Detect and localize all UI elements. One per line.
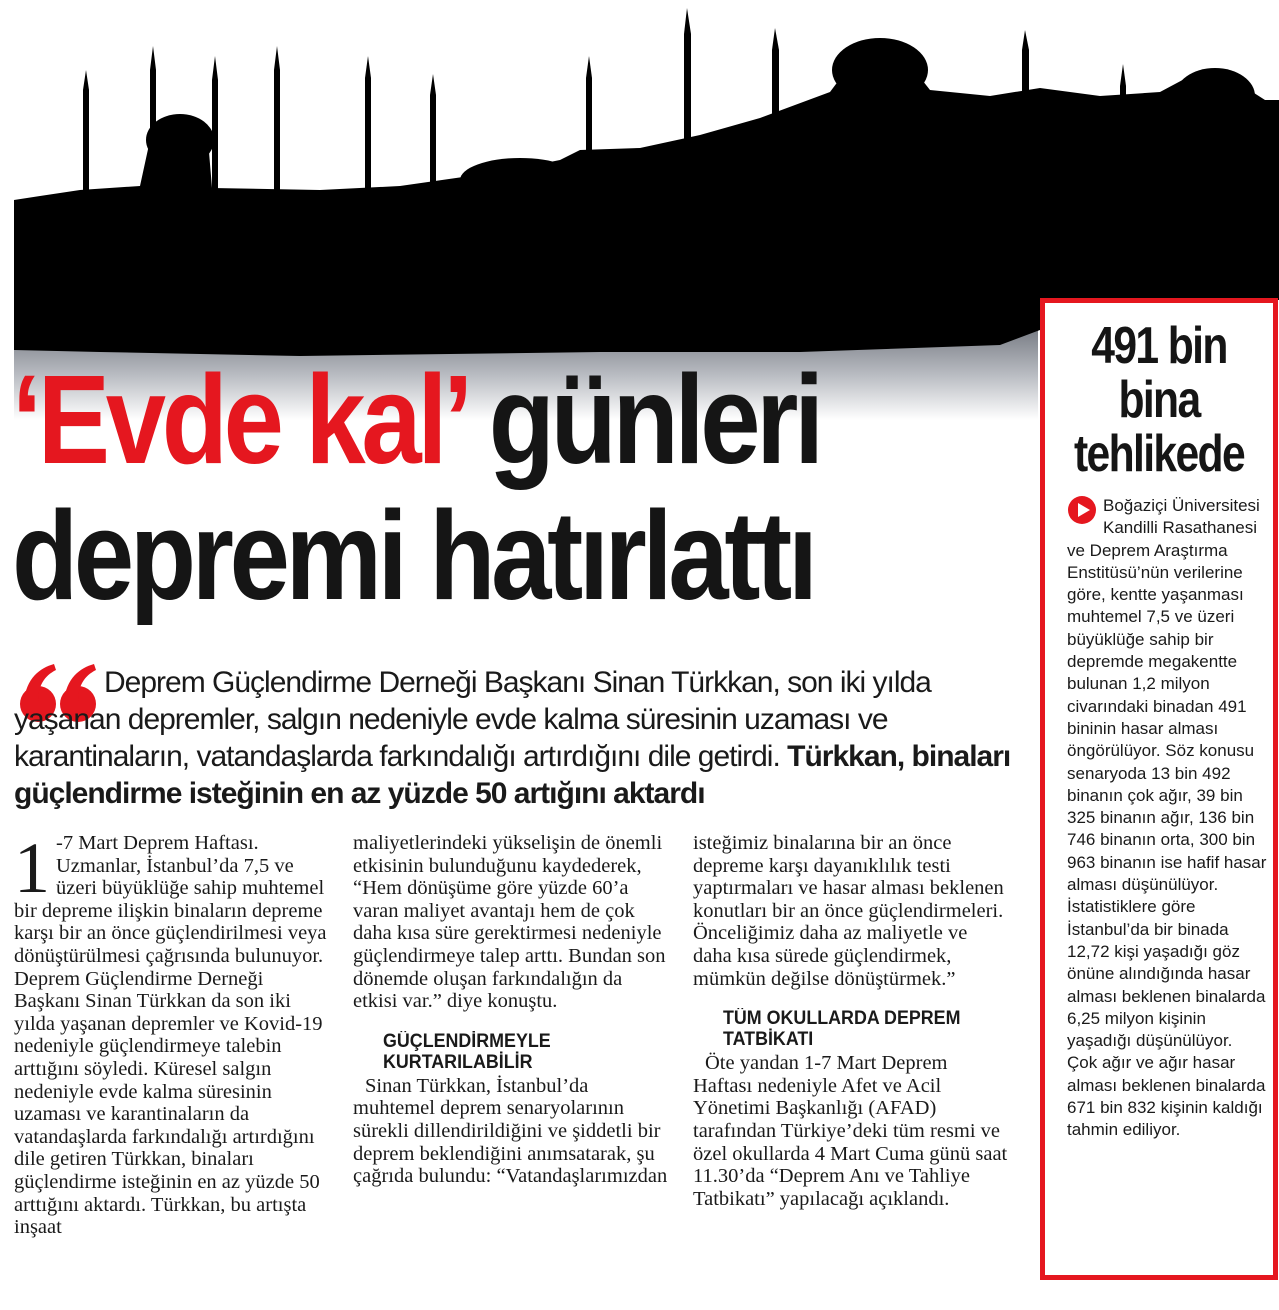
article-text-col2a: maliyetlerindeki yükselişin de önemli etkisinin bulunduğunu kaydederek, “Hem dönüşüme göre yüzde 60’a varan maliyet avantajı hem de çok daha kısa süre gerektirmesi nedeniyle güçlendirmeye talep arttı. Bundan son dönemde oluşan farkındalığın da etkisi var.” diye konuştu. [353,832,666,1013]
play-icon [1067,495,1097,525]
article-column-1 [14,828,332,1239]
article-text-col2b: Sinan Türkkan, İstanbul’da muhtemel deprem senaryolarının sürekli dillendirildiğini ve şiddetli bir deprem beklendiğini anımsatarak, şu çağrıda bulundu: “Vatandaşlarımızdan [353,1074,668,1188]
article-text-col1: -7 Mart Deprem Haftası. Uzmanlar, İstanbul’da 7,5 ve üzeri büyüklüğe sahip muhtemel bir depreme ilişkin binaların depreme karşı bir an önce güçlendirilmesi veya dönüştürülmesi çağrısında bulunuyor. Deprem Güçlendirme Derneği Başkanı Sinan Türkkan da son iki yılda yaşanan depremler ve Kovid-19 nedeniyle güçlendirmeye talebin arttığını söyledi. Küresel salgın nedeniyle evde kalma süresinin uzaması ve karantinaların da vatandaşlarda farkındalığı artırdığını dile getiren Türkkan, binaları güçlendirme isteğinin en az yüzde 50 arttığını aktardı. Türkkan, bu artışta inşaat [14,832,327,1239]
headline [12,349,820,626]
headline-line2: depremi hatırlattı [12,485,814,626]
sidebar-body [1067,495,1267,1142]
sidebar-title-line: tehlikede [1073,425,1245,483]
sidebar-title-line: bina [1118,371,1200,429]
sidebar-title-line: 491 bin [1091,317,1227,375]
lead-text: Deprem Güçlendirme Derneği Başkanı Sinan Türkkan, son iki yılda yaşanan depremler, salgın nedeniyle evde kalma süresinin uzaması ve karantinaların, vatandaşlarda farkındalığı artırdığını dile getirdi. [14,666,931,773]
headline-black-part: günleri [488,349,820,490]
headline-red-part: ‘Evde kal’ [12,349,463,490]
lead-paragraph [14,664,1014,812]
article-text-col3b: Öte yandan 1-7 Mart Deprem Haftası nedeniyle Afet ve Acil Yönetimi Başkanlığı (AFAD) tarafından Türkiye’deki tüm resmi ve özel okullarda 4 Mart Cuma günü saat 11.30’da “Deprem Anı ve Tahliye Tatbikatı” yapılacağı açıklandı. [693,1052,1008,1210]
sidebar-box [1040,298,1278,1280]
dropcap: 1 [14,828,50,908]
sidebar-text: Boğaziçi Üniversitesi Kandilli Rasathanesi ve Deprem Araştırma Enstitüsü’nün verilerine göre, kentte yaşanması muhtemel 7,5 ve üzeri büyüklüğe sahip bir depremde megakentte bulunan 1,2 milyon civarındaki binadan 491 bininin hasar alması öngörülüyor. Söz konusu senaryoda 13 bin 492 binanın çok ağır, 39 bin 325 binanın ağır, 136 bin 746 binanın orta, 300 bin 963 binanın ise hafif hasar alması düşünülüyor. İstatistiklere göre İstanbul’da bir binada 12,72 kişi yaşadığı göz önüne alındığında hasar alması beklenen binalarda 6,25 milyon kişinin yaşadığı düşünülüyor. Çok ağır ve ağır hasar alması beklenen binalarda 671 bin 832 kişinin kaldığı tahmin ediliyor. [1067,496,1267,1140]
subhead-guclendirmeyle: GÜÇLENDİRMEYLE KURTARILABİLİR [383,1030,551,1073]
lead-bold: Türkkan, binaları güçlendirme isteğinin en az yüzde 50 artığını aktardı [14,740,1011,810]
article-column-2 [353,832,671,1188]
subhead-okullarda: TÜM OKULLARDA DEPREM TATBİKATI [723,1008,961,1051]
article-text-col3a: isteğimiz binalarına bir an önce depreme karşı dayanıklılık testi yaptırmaları ve hasar alması beklenen konutları bir an önce güçlendirmeleri. Önceliğimiz daha az maliyetle ve daha kısa sürede güçlendirmek, mümkün değilse dönüştürmek.” [693,832,1004,990]
sidebar-title [1066,319,1253,481]
article-column-3 [693,832,1011,1210]
